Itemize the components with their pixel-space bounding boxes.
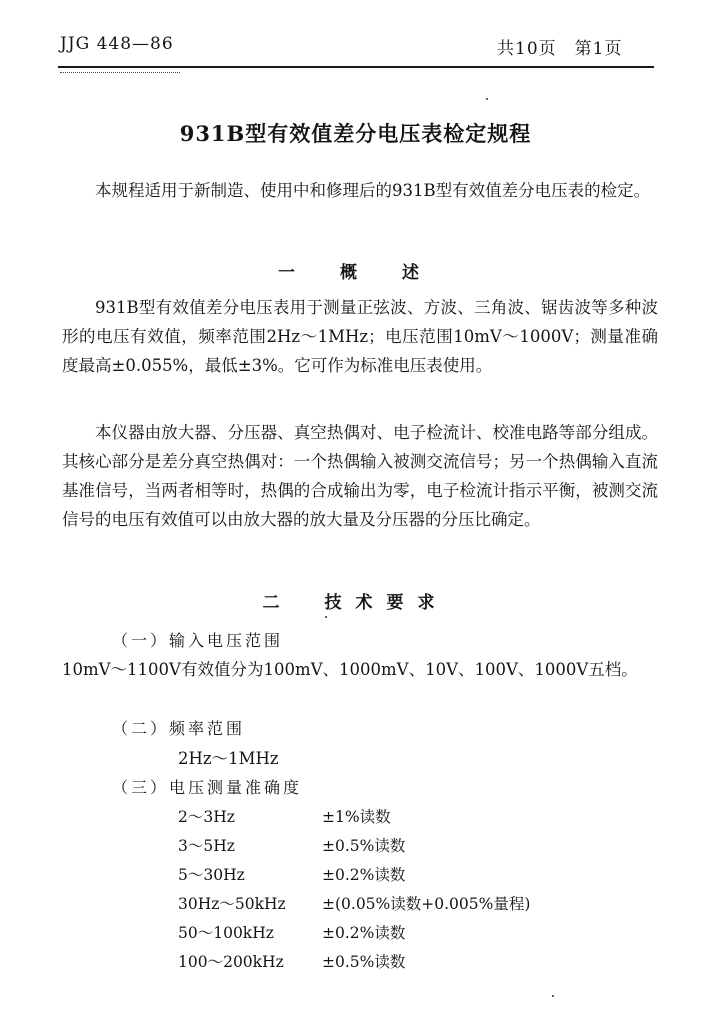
frequency-range: 100～200kHz [178, 953, 284, 971]
frequency-range: 2～3Hz [178, 808, 235, 826]
scan-speck [325, 616, 327, 618]
accuracy-value: ±0.5%读数 [322, 837, 406, 855]
frequency-range: 5～30Hz [178, 866, 245, 884]
frequency-range: 3～5Hz [178, 837, 235, 855]
intro-paragraph: 本规程适用于新制造、使用中和修理后的931B型有效值差分电压表的检定。 [95, 181, 651, 200]
section-1-heading: 一 概 述 [278, 263, 433, 283]
page-count: 共10页 第1页 [497, 39, 623, 59]
accuracy-value: ±0.2%读数 [322, 924, 406, 942]
item-1-text: 10mV～1100V有效值分为100mV、1000mV、10V、100V、1000V五档。 [62, 660, 638, 679]
accuracy-value: ±0.2%读数 [322, 866, 406, 884]
scan-speck [552, 995, 554, 997]
header-rule-dotted [60, 72, 180, 73]
header-rule [58, 66, 654, 68]
item-2-label: （二）频率范围 [112, 719, 246, 738]
section-2-heading: 二 技术要求 [262, 593, 449, 613]
standard-code: JJG 448—86 [60, 34, 174, 54]
section-1-paragraph-2: 本仪器由放大器、分压器、真空热偶对、电子检流计、校准电路等部分组成。其核心部分是差分真空热偶对：一个热偶输入被测交流信号；另一个热偶输入直流基准信号，当两者相等时，热偶的合成输出为零，电子检流计指示平衡，被测交流信号的电压有效值可以由放大器的放大量及分压器的分压比确定。 [62, 423, 658, 529]
accuracy-value: ±1%读数 [322, 808, 391, 826]
scan-speck [486, 98, 488, 100]
section-1-paragraph-1: 931B型有效值差分电压表用于测量正弦波、方波、三角波、锯齿波等多种波形的电压有效值，频率范围2Hz～1MHz；电压范围10mV～1000V；测量准确度最高±0.055%，最低±3%。它可作为标准电压表使用。 [62, 298, 658, 375]
frequency-range: 30Hz～50kHz [178, 895, 286, 913]
frequency-range: 50～100kHz [178, 924, 274, 942]
item-3-label: （三）电压测量准确度 [112, 778, 303, 797]
item-2-text: 2Hz～1MHz [178, 749, 279, 768]
document-title: 931B型有效值差分电压表检定规程 [179, 121, 532, 146]
accuracy-value: ±0.5%读数 [322, 953, 406, 971]
item-1-label: （一）输入电压范围 [112, 631, 284, 650]
accuracy-value: ±(0.05%读数+0.005%量程) [322, 895, 531, 913]
